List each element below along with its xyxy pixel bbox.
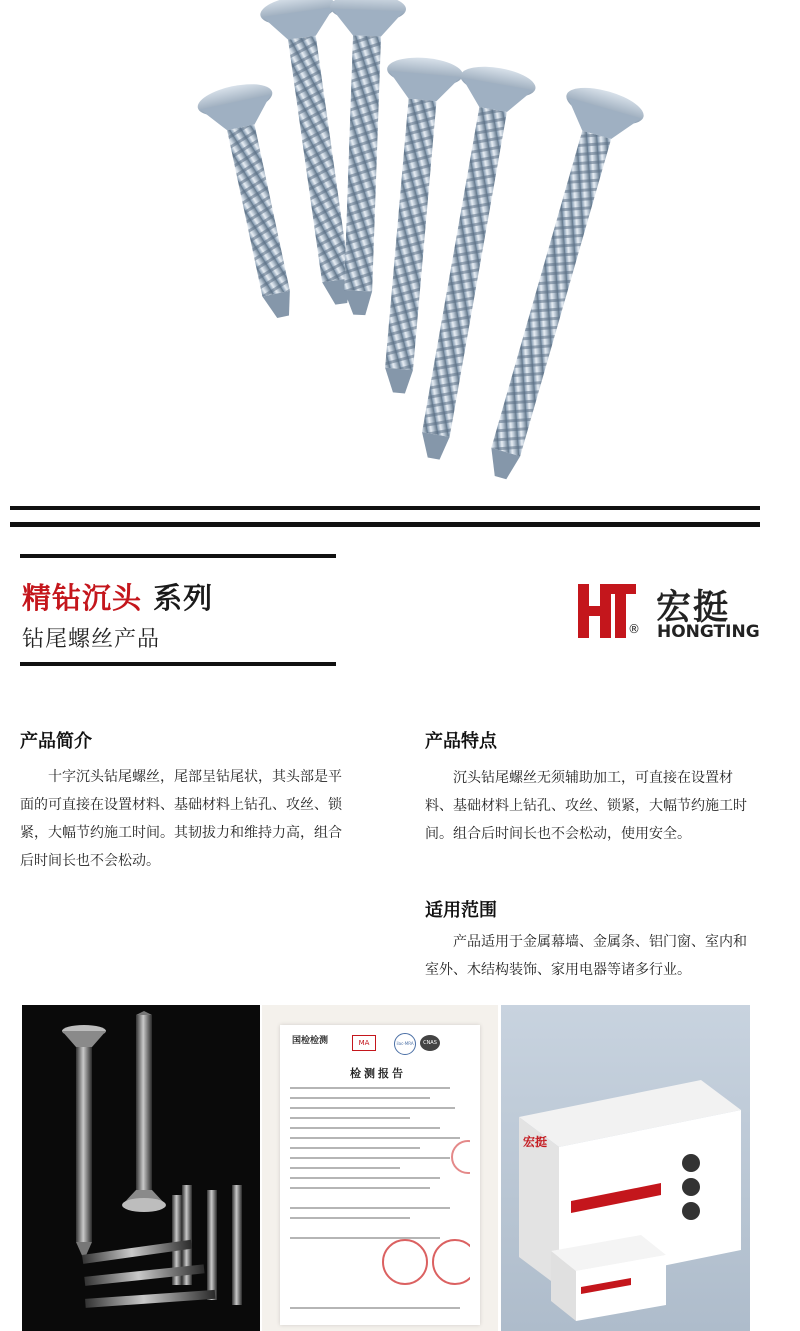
packaging-photo [501,1005,750,1331]
intro-heading: 产品简介 [20,731,92,752]
title-rule-bottom [20,662,336,666]
test-report-photo [262,1005,498,1331]
brand-name-cn: 宏挺 [656,588,731,628]
separator-bar-top [10,506,760,510]
series-subtitle: 钻尾螺丝产品 [22,627,161,652]
packaging-illustration [501,1005,750,1331]
report-body-lines [290,1087,470,1317]
product-photo-dark [22,1005,260,1331]
report-paper [280,1025,480,1325]
box-brand-label: 宏挺 [523,1135,548,1149]
brand-name-en: HONGTING [657,622,760,642]
title-rule-top [20,554,336,558]
screws-illustration [0,0,800,505]
dark-screws-illustration [22,1005,260,1331]
report-title: 检测报告 [350,1067,406,1080]
features-heading: 产品特点 [425,731,497,752]
registered-mark: ® [628,622,640,636]
hero-screws-photo [0,0,800,505]
badge-cnas: CNAS [420,1035,440,1051]
series-title-rest: 系列 [153,581,214,615]
scope-text: 产品适用于金属幕墙、金属条、铝门窗、室内和室外、木结构装饰、家用电器等诸多行业。 [425,934,747,978]
intro-text: 十字沉头钻尾螺丝，尾部呈钻尾状，其头部是平面的可直接在设置材料、基础材料上钻孔、攻丝、锁紧，大幅节约施工时间。其韧拔力和维持力高，组合后时间长也不会松动。 [20,769,342,869]
features-text: 沉头钻尾螺丝无须辅助加工，可直接在设置材料、基础材料上钻孔、攻丝、锁紧，大幅节约施工时间。组合后时间长也不会松动，使用安全。 [425,770,747,842]
series-title-highlight: 精钻沉头 [22,581,143,615]
scope-heading: 适用范围 [425,900,497,921]
separator-bar-bottom [10,522,760,527]
series-title [22,576,213,617]
badge-ilac: ilac-MRA [394,1033,416,1055]
badge-ma: MA [352,1035,376,1051]
report-org: 国检检测 [292,1036,329,1046]
